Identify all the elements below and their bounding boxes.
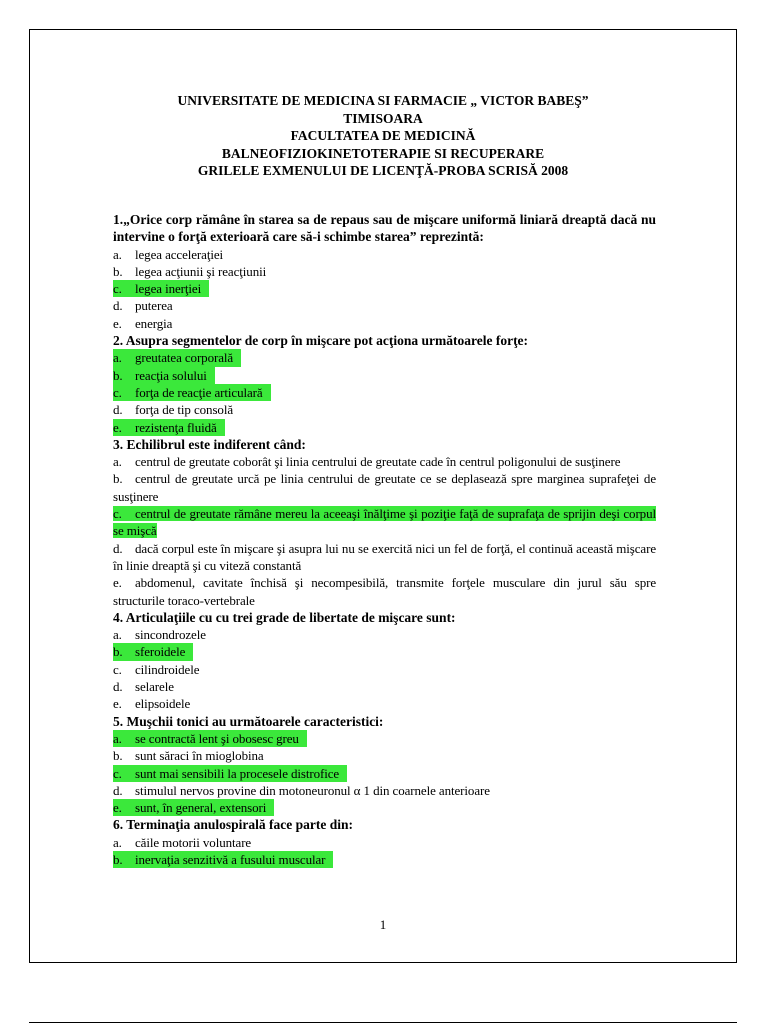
question-2: 2. Asupra segmentelor de corp în mişcare pot acţiona următoarele forţe: [113, 333, 529, 349]
option-1d: d. puterea [113, 298, 173, 314]
option-5d: d. stimulul nervos provine din motoneuronul α 1 din coarnele anterioare [113, 782, 490, 798]
option-2e-correct [113, 419, 656, 436]
option-5c-correct [113, 765, 656, 782]
option-3d: d. dacă corpul este în mişcare şi asupra lui nu se exercită nici un fel de forţă, el continuă această mişcare în linie dreaptă şi cu viteză constantă [113, 540, 656, 573]
question-4: 4. Articulaţiile cu cu trei grade de libertate de mişcare sunt: [113, 609, 456, 625]
option-1a: a. legea acceleraţiei [113, 246, 224, 262]
question-6: 6. Terminaţia anulospirală face parte din: [113, 817, 354, 833]
option-2d: d. forţa de tip consolă [113, 402, 233, 418]
faculty: FACULTATEA DE MEDICINĂ [290, 128, 476, 143]
option-2c-correct [113, 384, 656, 401]
correct-answer-highlight: b. sferoidele [113, 643, 193, 660]
option-2a-correct [113, 349, 656, 366]
document-header [30, 92, 736, 180]
option-6a: a. căile motorii voluntare [113, 834, 252, 850]
option-2b-correct [113, 367, 656, 384]
option-5a-correct [113, 730, 656, 747]
option-4e: e. elipsoidele [113, 696, 191, 712]
next-page-edge [29, 1022, 737, 1023]
option-4a: a. sincondrozele [113, 627, 206, 643]
correct-answer-highlight: a. se contractă lent şi obosesc greu [113, 730, 307, 747]
option-1e: e. energia [113, 315, 173, 331]
option-4b-correct [113, 643, 656, 660]
option-3c-correct [113, 505, 656, 540]
question-3: 3. Echilibrul este indiferent când: [113, 436, 306, 452]
correct-answer-highlight: b. reacţia solului [113, 367, 215, 384]
correct-answer-highlight: a. greutatea corporală [113, 349, 241, 366]
question-5: 5. Muşchii tonici au următoarele caracteristici: [113, 713, 384, 729]
option-5e-correct [113, 799, 656, 816]
option-6b-correct [113, 851, 656, 868]
option-4c: c. cilindroidele [113, 661, 200, 677]
exam-title: GRILELE EXMENULUI DE LICENŢĂ-PROBA SCRISĂ 2008 [197, 163, 569, 178]
option-3a: a. centrul de greutate coborât şi linia centrului de greutate cade în centrul poligonului de susţinere [113, 454, 621, 470]
correct-answer-highlight: c. legea inerţiei [113, 280, 209, 297]
option-1c-correct [113, 280, 656, 297]
correct-answer-highlight: b. inervaţia senzitivă a fusului muscular [113, 851, 333, 868]
specialization: BALNEOFIZIOKINETOTERAPIE SI RECUPERARE [221, 145, 545, 161]
option-3b: b. centrul de greutate urcă pe linia centrului de greutate ce se deplasează spre marginea suprafeţei de susţinere [113, 471, 656, 504]
option-5b: b. sunt săraci în mioglobina [113, 748, 264, 764]
correct-answer-highlight: e. sunt, în general, extensori [113, 799, 274, 816]
correct-answer-highlight: e. rezistenţa fluidă [113, 419, 225, 436]
city: TIMISOARA [343, 110, 423, 126]
university-name: UNIVERSITATE DE MEDICINA SI FARMACIE „ VICTOR BABEŞ” [177, 93, 589, 108]
question-1: 1.„Orice corp rămâne în starea sa de repaus sau de mişcare uniformă liniară dreaptă dacă nu intervine o forţă exterioară care să-i schimbe starea” reprezintă: [113, 212, 656, 245]
option-3e: e. abdomenul, cavitate închisă şi necompesibilă, transmite forţele musculare din jurul său spre structurile toraco-vertebrale [113, 575, 656, 608]
option-4d: d. selarele [113, 679, 174, 695]
correct-answer-highlight: c. forţa de reacţie articulară [113, 384, 271, 401]
correct-answer-highlight: c. sunt mai sensibili la procesele distrofice [113, 765, 347, 782]
question-list [113, 211, 656, 868]
option-1b: b. legea acţiunii şi reacţiunii [113, 263, 267, 279]
correct-answer-highlight: c. centrul de greutate rămâne mereu la aceeaşi înălţime şi poziţie faţă de suprafaţa de sprijin deşi corpul se mişcă [113, 506, 656, 539]
page-number: 1 [379, 917, 387, 932]
